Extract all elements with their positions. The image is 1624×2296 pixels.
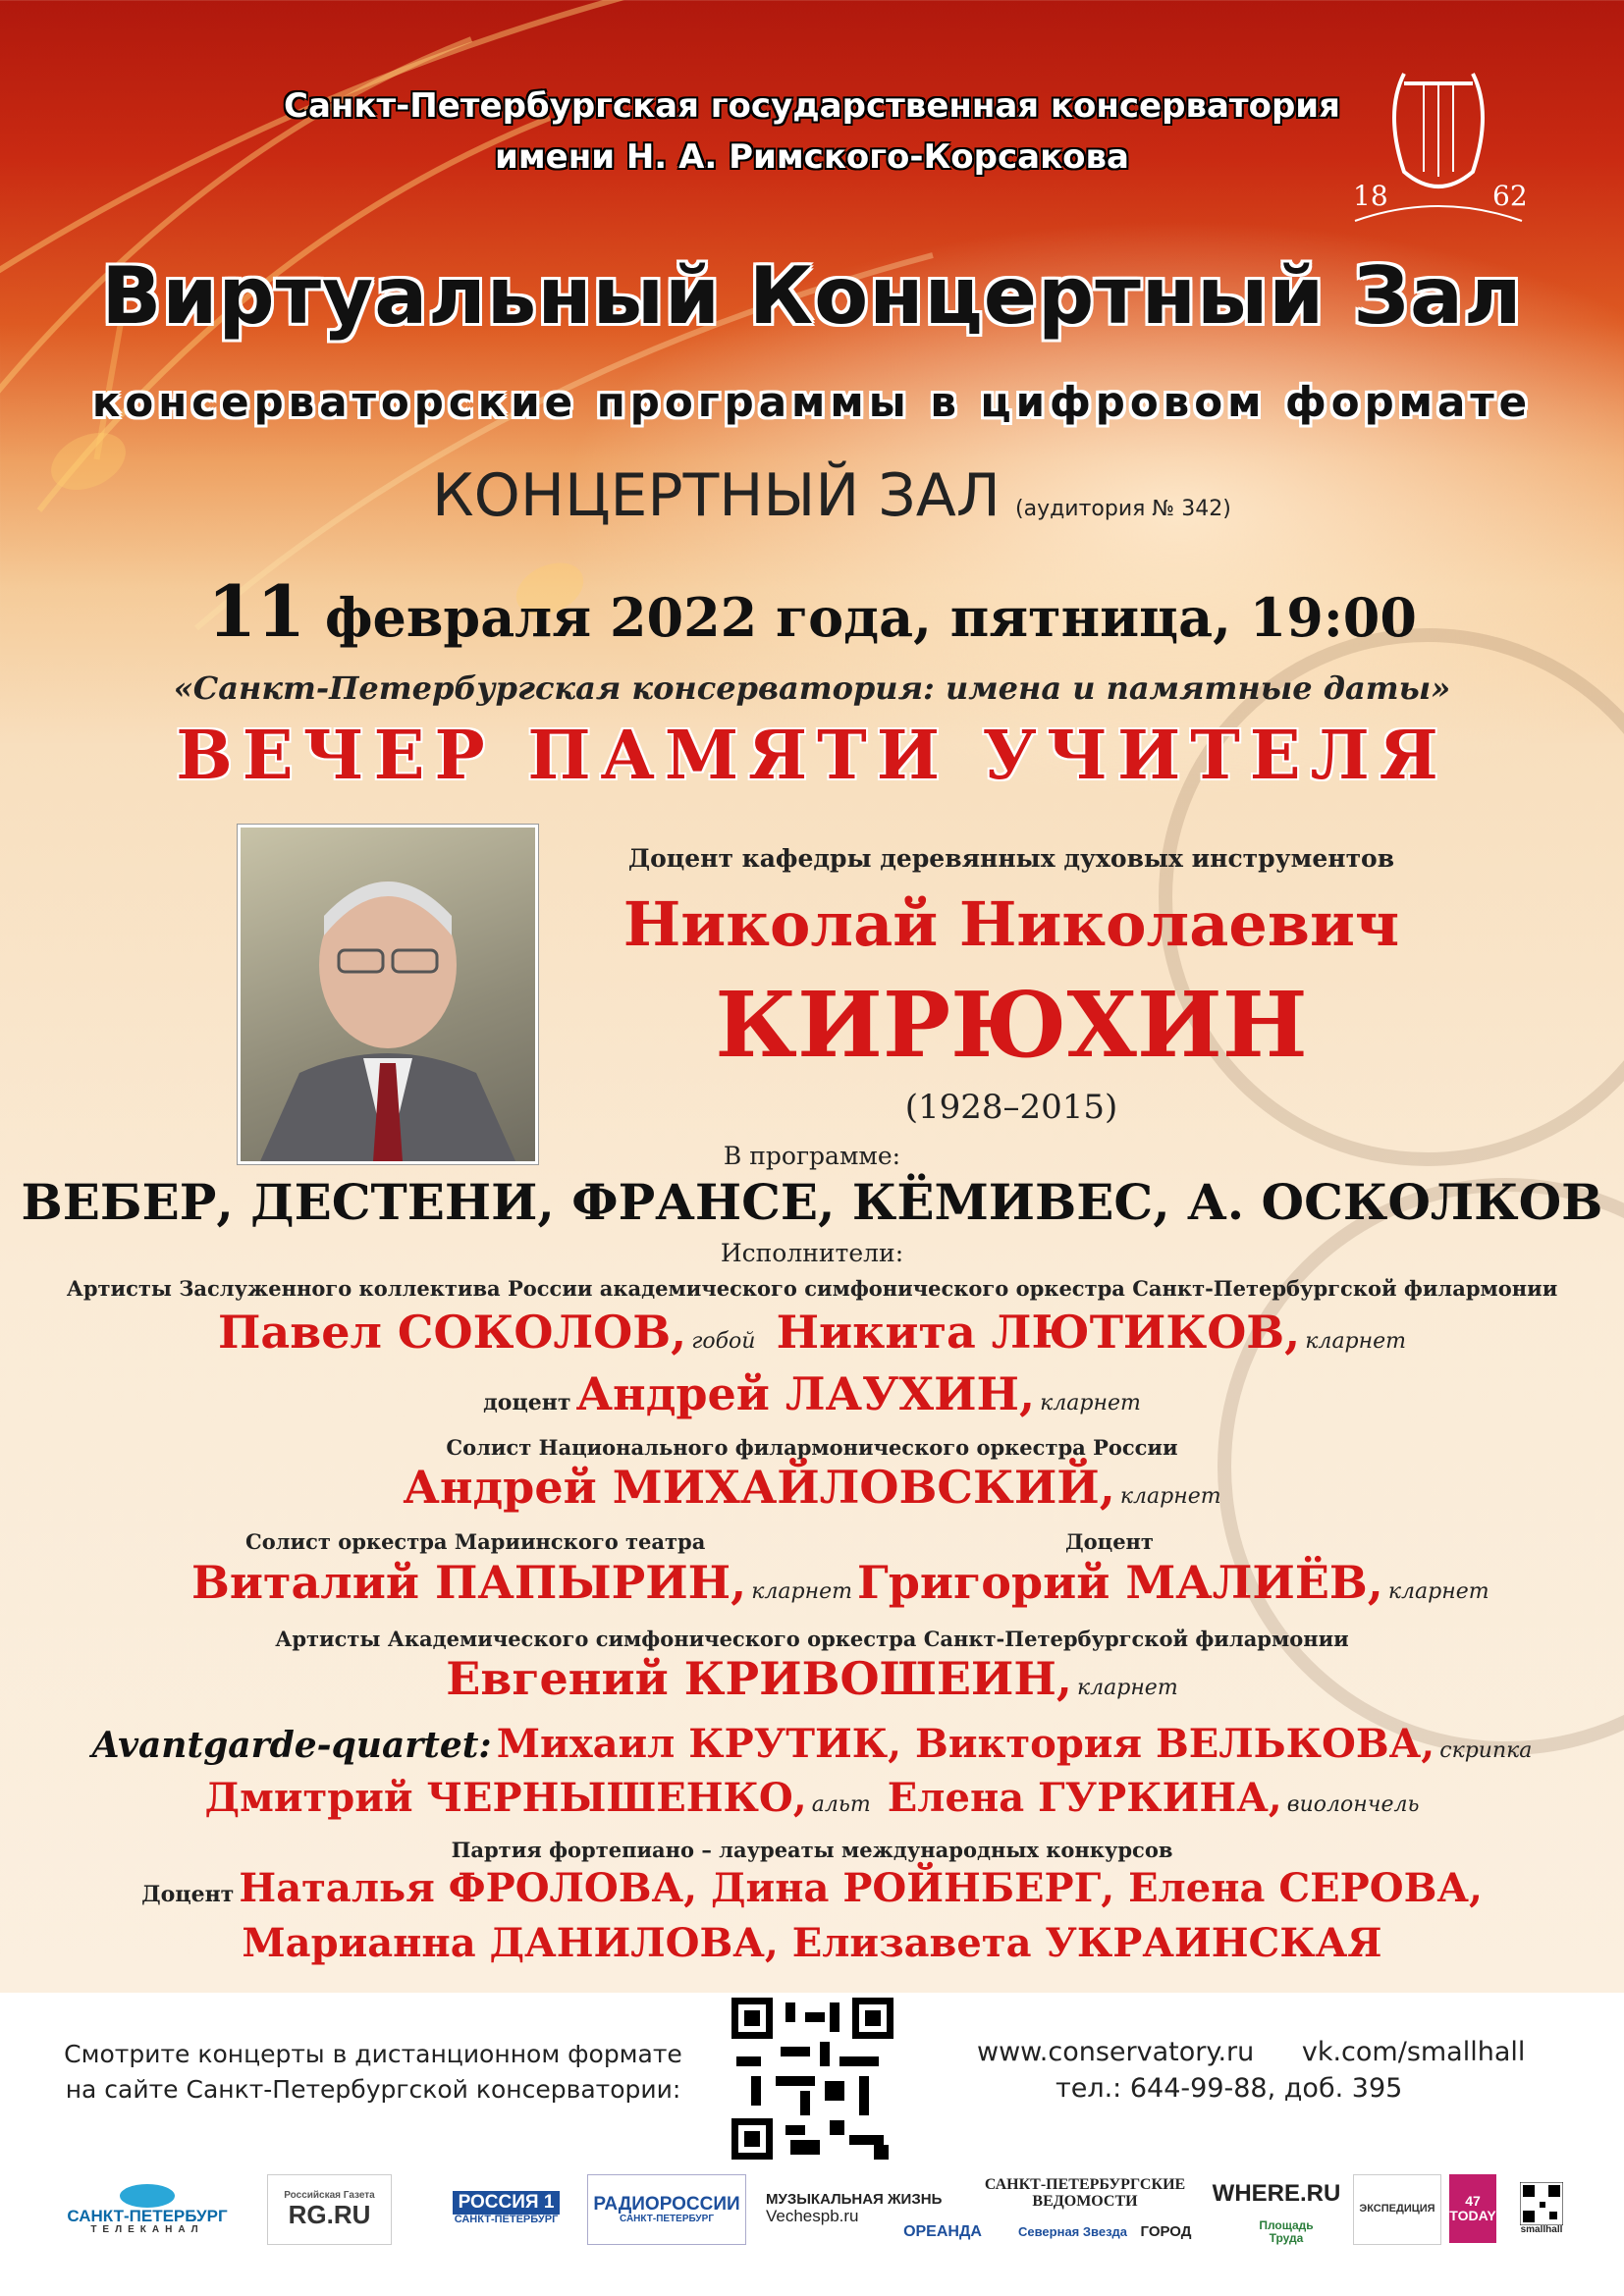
logo-russia1: РОССИЯ 1 САНКТ-ПЕТЕРБУРГ: [440, 2174, 572, 2243]
performer-instrument: виолончель: [1286, 1792, 1420, 1817]
smallhall-qr-icon: [1520, 2182, 1563, 2225]
lyre-year-right: 62: [1492, 180, 1528, 212]
performer-name: Евгений КРИВОШЕИН,: [446, 1652, 1072, 1705]
logo-rg: Российская Газета RG.RU: [267, 2174, 392, 2245]
page-subtitle: консерваторские программы в цифровом формате: [91, 378, 1533, 426]
performers-row-7: [0, 1775, 1624, 1821]
performer-name: Павел СОКОЛОВ,: [217, 1306, 687, 1359]
performer-name: Виталий ПАПЫРИН,: [191, 1556, 747, 1609]
quartet-label: Avantgarde-quartet:: [91, 1725, 492, 1766]
org-name-line2: имени Н. А. Римского-Корсакова: [495, 137, 1129, 177]
performer-instrument: скрипка: [1439, 1738, 1533, 1763]
logo-sev-zvezda: Северная Звезда: [1017, 2224, 1128, 2240]
event-date-rest: февраля 2022 года, пятница, 19:00: [324, 586, 1417, 649]
watch-line-1: Смотрите концерты в дистанционном формате: [64, 2040, 682, 2068]
piano-row-2: Марианна ДАНИЛОВА, Елизавета УКРАИНСКАЯ: [242, 1920, 1382, 1966]
honoree-surname: КИРЮХИН: [715, 972, 1308, 1078]
website-link[interactable]: www.conservatory.ru: [977, 2037, 1255, 2067]
logo-ploshchad: Площадь Труда: [1259, 2218, 1314, 2245]
org-name-line1: Санкт-Петербургская государственная консерватория: [284, 86, 1340, 126]
performers-row-3: [0, 1461, 1624, 1514]
group2-description: Солист Национального филармонического оркестра России: [446, 1435, 1178, 1460]
program-composers: ВЕБЕР, ДЕСТЕНИ, ФРАНСЕ, КЁМИВЕС, А. ОСКОЛКОВ: [21, 1173, 1603, 1231]
performers-row-5: [0, 1652, 1624, 1705]
performers-row-1: [0, 1306, 1624, 1359]
honoree-years: (1928–2015): [904, 1088, 1118, 1127]
lyre-year-left: 18: [1353, 180, 1388, 212]
lyre-icon: [1335, 54, 1542, 240]
venue-hall: КОНЦЕРТНЫЙ ЗАЛ: [432, 461, 1001, 530]
performer-name: Михаил КРУТИК, Виктория ВЕЛЬКОВА,: [496, 1721, 1435, 1767]
venue-auditorium: (аудитория № 342): [1015, 497, 1231, 521]
series-title: «Санкт-Петербургская консерватория: имена и памятные даты»: [173, 669, 1451, 707]
portrait-image: [241, 828, 535, 1161]
honoree-position: Доцент кафедры деревянных духовых инструментов: [627, 844, 1395, 873]
portrait-photo: [238, 825, 538, 1164]
event-title: ВЕЧЕР ПАМЯТИ УЧИТЕЛЯ: [176, 717, 1448, 795]
logo-oreanda: ОРЕАНДА: [903, 2222, 982, 2240]
vk-link[interactable]: vk.com/smallhall: [1301, 2037, 1526, 2067]
performer-name: Дмитрий ЧЕРНЫШЕНКО,: [204, 1775, 807, 1821]
performer-name: Наталья ФРОЛОВА, Дина РОЙНБЕРГ, Елена СЕРОВА,: [239, 1865, 1483, 1911]
phone-number: тел.: 644-99-88, доб. 395: [1056, 2073, 1403, 2104]
performer-name: Елена ГУРКИНА,: [887, 1775, 1282, 1821]
performer-instrument: кларнет: [1305, 1329, 1407, 1354]
performer-instrument: кларнет: [1387, 1579, 1489, 1604]
performer-instrument: кларнет: [1076, 1676, 1178, 1700]
performer-name: Андрей МИХАЙЛОВСКИЙ,: [403, 1461, 1115, 1514]
lyre-emblem: [1335, 54, 1542, 240]
performer-instrument: кларнет: [751, 1579, 852, 1604]
watch-line-2: на сайте Санкт-Петербургской консерватории:: [65, 2075, 681, 2105]
group5-description: Артисты Академического симфонического оркестра Санкт-Петербургской филармонии: [275, 1627, 1349, 1651]
performer-instrument: кларнет: [1040, 1391, 1141, 1415]
performer-name: Никита ЛЮТИКОВ,: [776, 1306, 1301, 1359]
contacts: [977, 2037, 1566, 2067]
piano-description: Партия фортепиано – лауреаты международных конкурсов: [451, 1838, 1173, 1862]
performer-title: доцент: [483, 1390, 571, 1415]
spb-tv-icon: [118, 2182, 177, 2208]
program-label: В программе:: [723, 1142, 901, 1170]
performer-instrument: альт: [811, 1792, 871, 1817]
venue-line: [432, 461, 1512, 530]
logo-spb-vedomosti: САНКТ-ПЕТЕРБУРГСКИЕ ВЕДОМОСТИ: [984, 2176, 1186, 2210]
logo-gorod: ГОРОД: [1140, 2223, 1192, 2241]
group4-description: Доцент: [1065, 1529, 1154, 1554]
group1-description: Артисты Заслуженного коллектива России академического симфонического оркестра Санкт-Петербургской филармонии: [66, 1276, 1558, 1301]
honoree-first-names: Николай Николаевич: [623, 888, 1400, 960]
qr-code[interactable]: [731, 1998, 893, 2160]
logo-47-today: 47 TODAY: [1449, 2174, 1496, 2243]
logo-ekspedicia: ЭКСПЕДИЦИЯ: [1353, 2174, 1441, 2245]
performers-label: Исполнители:: [720, 1239, 904, 1267]
logo-spb-tv: САНКТ-ПЕТЕРБУРГ ТЕЛЕКАНАЛ: [49, 2174, 245, 2243]
performer-instrument: гобой: [691, 1329, 756, 1354]
performer-title: Доцент: [141, 1882, 235, 1907]
event-date: [0, 569, 1624, 653]
logo-smallhall: smallhall: [1512, 2174, 1571, 2243]
logo-muz-zhizn: МУЗЫКАЛЬНАЯ ЖИЗНЬ Vechespb.ru: [766, 2191, 943, 2225]
performers-row-4a: [191, 1556, 879, 1609]
group3-description: Солист оркестра Мариинского театра: [245, 1529, 706, 1554]
logo-radio-russia: РАДИОРОССИИ САНКТ-ПЕТЕРБУРГ: [587, 2174, 746, 2245]
performer-name: Григорий МАЛИЁВ,: [857, 1556, 1383, 1609]
performer-name: Андрей ЛАУХИН,: [575, 1367, 1036, 1420]
piano-row-1: [0, 1865, 1624, 1911]
performers-row-4b: [857, 1556, 1544, 1609]
performer-instrument: кларнет: [1119, 1484, 1221, 1509]
page-title: Виртуальный Концертный Зал: [101, 250, 1523, 342]
event-date-day: 11: [207, 569, 306, 653]
watch-info: [59, 2037, 687, 2109]
performers-row-6: [0, 1721, 1624, 1767]
performers-row-2: [0, 1367, 1624, 1420]
logo-where: WHERE.RU: [1212, 2180, 1341, 2208]
